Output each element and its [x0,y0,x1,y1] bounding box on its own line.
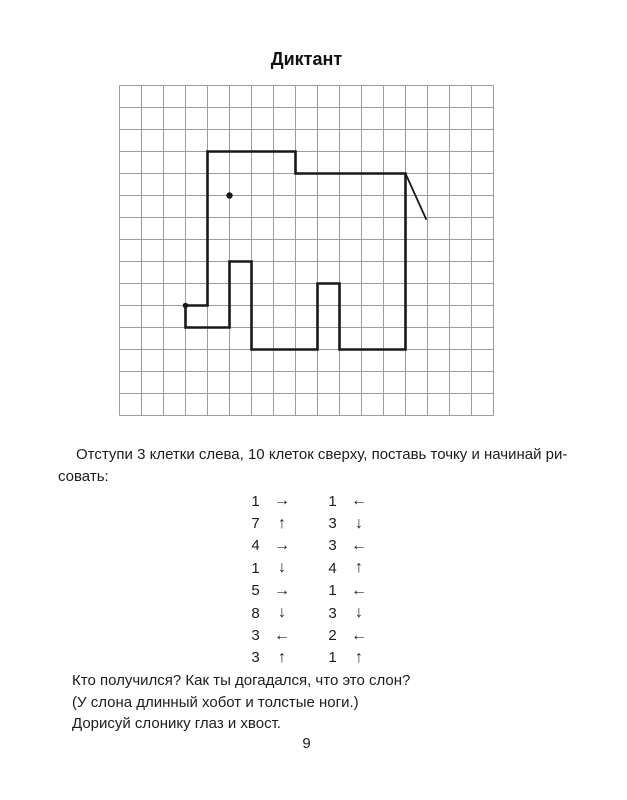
step-row-left-7 [248,624,292,646]
arrow-right-icon: → [274,536,290,554]
step-row-left-5 [248,580,292,602]
arrow-down-icon: ↓ [355,604,363,622]
instruction-line-1: Отступи 3 клетки слева, 10 клеток сверху, поставь точку и начинай ри- [76,446,568,463]
arrow-left-icon: ← [351,626,367,644]
step-row-right-6 [325,602,369,624]
step-count: 4 [251,537,260,555]
arrow-left-icon: ← [351,492,367,510]
conclusion-line-1: Кто получился? Как ты догадался, что это слон? [72,672,411,689]
arrow-down-icon: ↓ [355,514,363,532]
step-row-left-6 [248,602,292,624]
step-count: 3 [251,627,260,645]
conclusion-paragraph [72,670,552,735]
page-title: Диктант [270,49,343,69]
step-count: 3 [328,604,337,622]
page-number: 9 [302,735,311,752]
arrow-up-icon: ↑ [278,648,286,666]
step-row-right-1 [325,490,369,512]
step-count: 7 [251,515,260,533]
instruction-paragraph [58,444,574,488]
start-dot [183,303,189,309]
arrow-right-icon: → [274,492,290,510]
step-row-left-1 [248,490,292,512]
conclusion-line-2: (У слона длинный хобот и толстые ноги.) [72,693,359,711]
step-row-right-4 [325,557,369,579]
arrow-right-icon: → [274,581,290,599]
steps-column-right [325,490,369,669]
step-count: 1 [251,559,260,577]
step-count: 8 [251,604,260,622]
grid-lines [120,86,494,416]
step-count: 1 [328,492,337,510]
step-row-left-2 [248,512,292,534]
tail-line [406,174,427,220]
arrow-down-icon: ↓ [278,559,286,577]
step-count: 2 [328,627,337,645]
step-count: 1 [328,649,337,667]
step-count: 4 [328,559,337,577]
eye-dot [226,192,232,198]
step-row-left-8 [248,647,292,669]
dictation-steps [248,490,369,669]
step-count: 1 [251,492,260,510]
step-row-left-3 [248,535,292,557]
conclusion-line-3: Дорисуй слонику глаз и хвост. [72,715,281,733]
step-count: 3 [251,649,260,667]
step-count: 3 [328,515,337,533]
step-row-right-3 [325,535,369,557]
steps-column-left [248,490,292,669]
step-row-right-2 [325,512,369,534]
grid-svg [119,85,495,418]
arrow-left-icon: ← [351,581,367,599]
arrow-down-icon: ↓ [278,604,286,622]
step-row-right-7 [325,624,369,646]
step-count: 3 [328,537,337,555]
step-row-left-4 [248,557,292,579]
step-row-right-8 [325,647,369,669]
arrow-up-icon: ↑ [278,514,286,532]
instruction-line-2: совать: [58,468,109,485]
arrow-left-icon: ← [274,626,290,644]
arrow-left-icon: ← [351,536,367,554]
arrow-up-icon: ↑ [355,559,363,577]
arrow-up-icon: ↑ [355,648,363,666]
step-row-right-5 [325,580,369,602]
step-count: 5 [251,582,260,600]
grid-figure [119,85,495,418]
step-count: 1 [328,582,337,600]
